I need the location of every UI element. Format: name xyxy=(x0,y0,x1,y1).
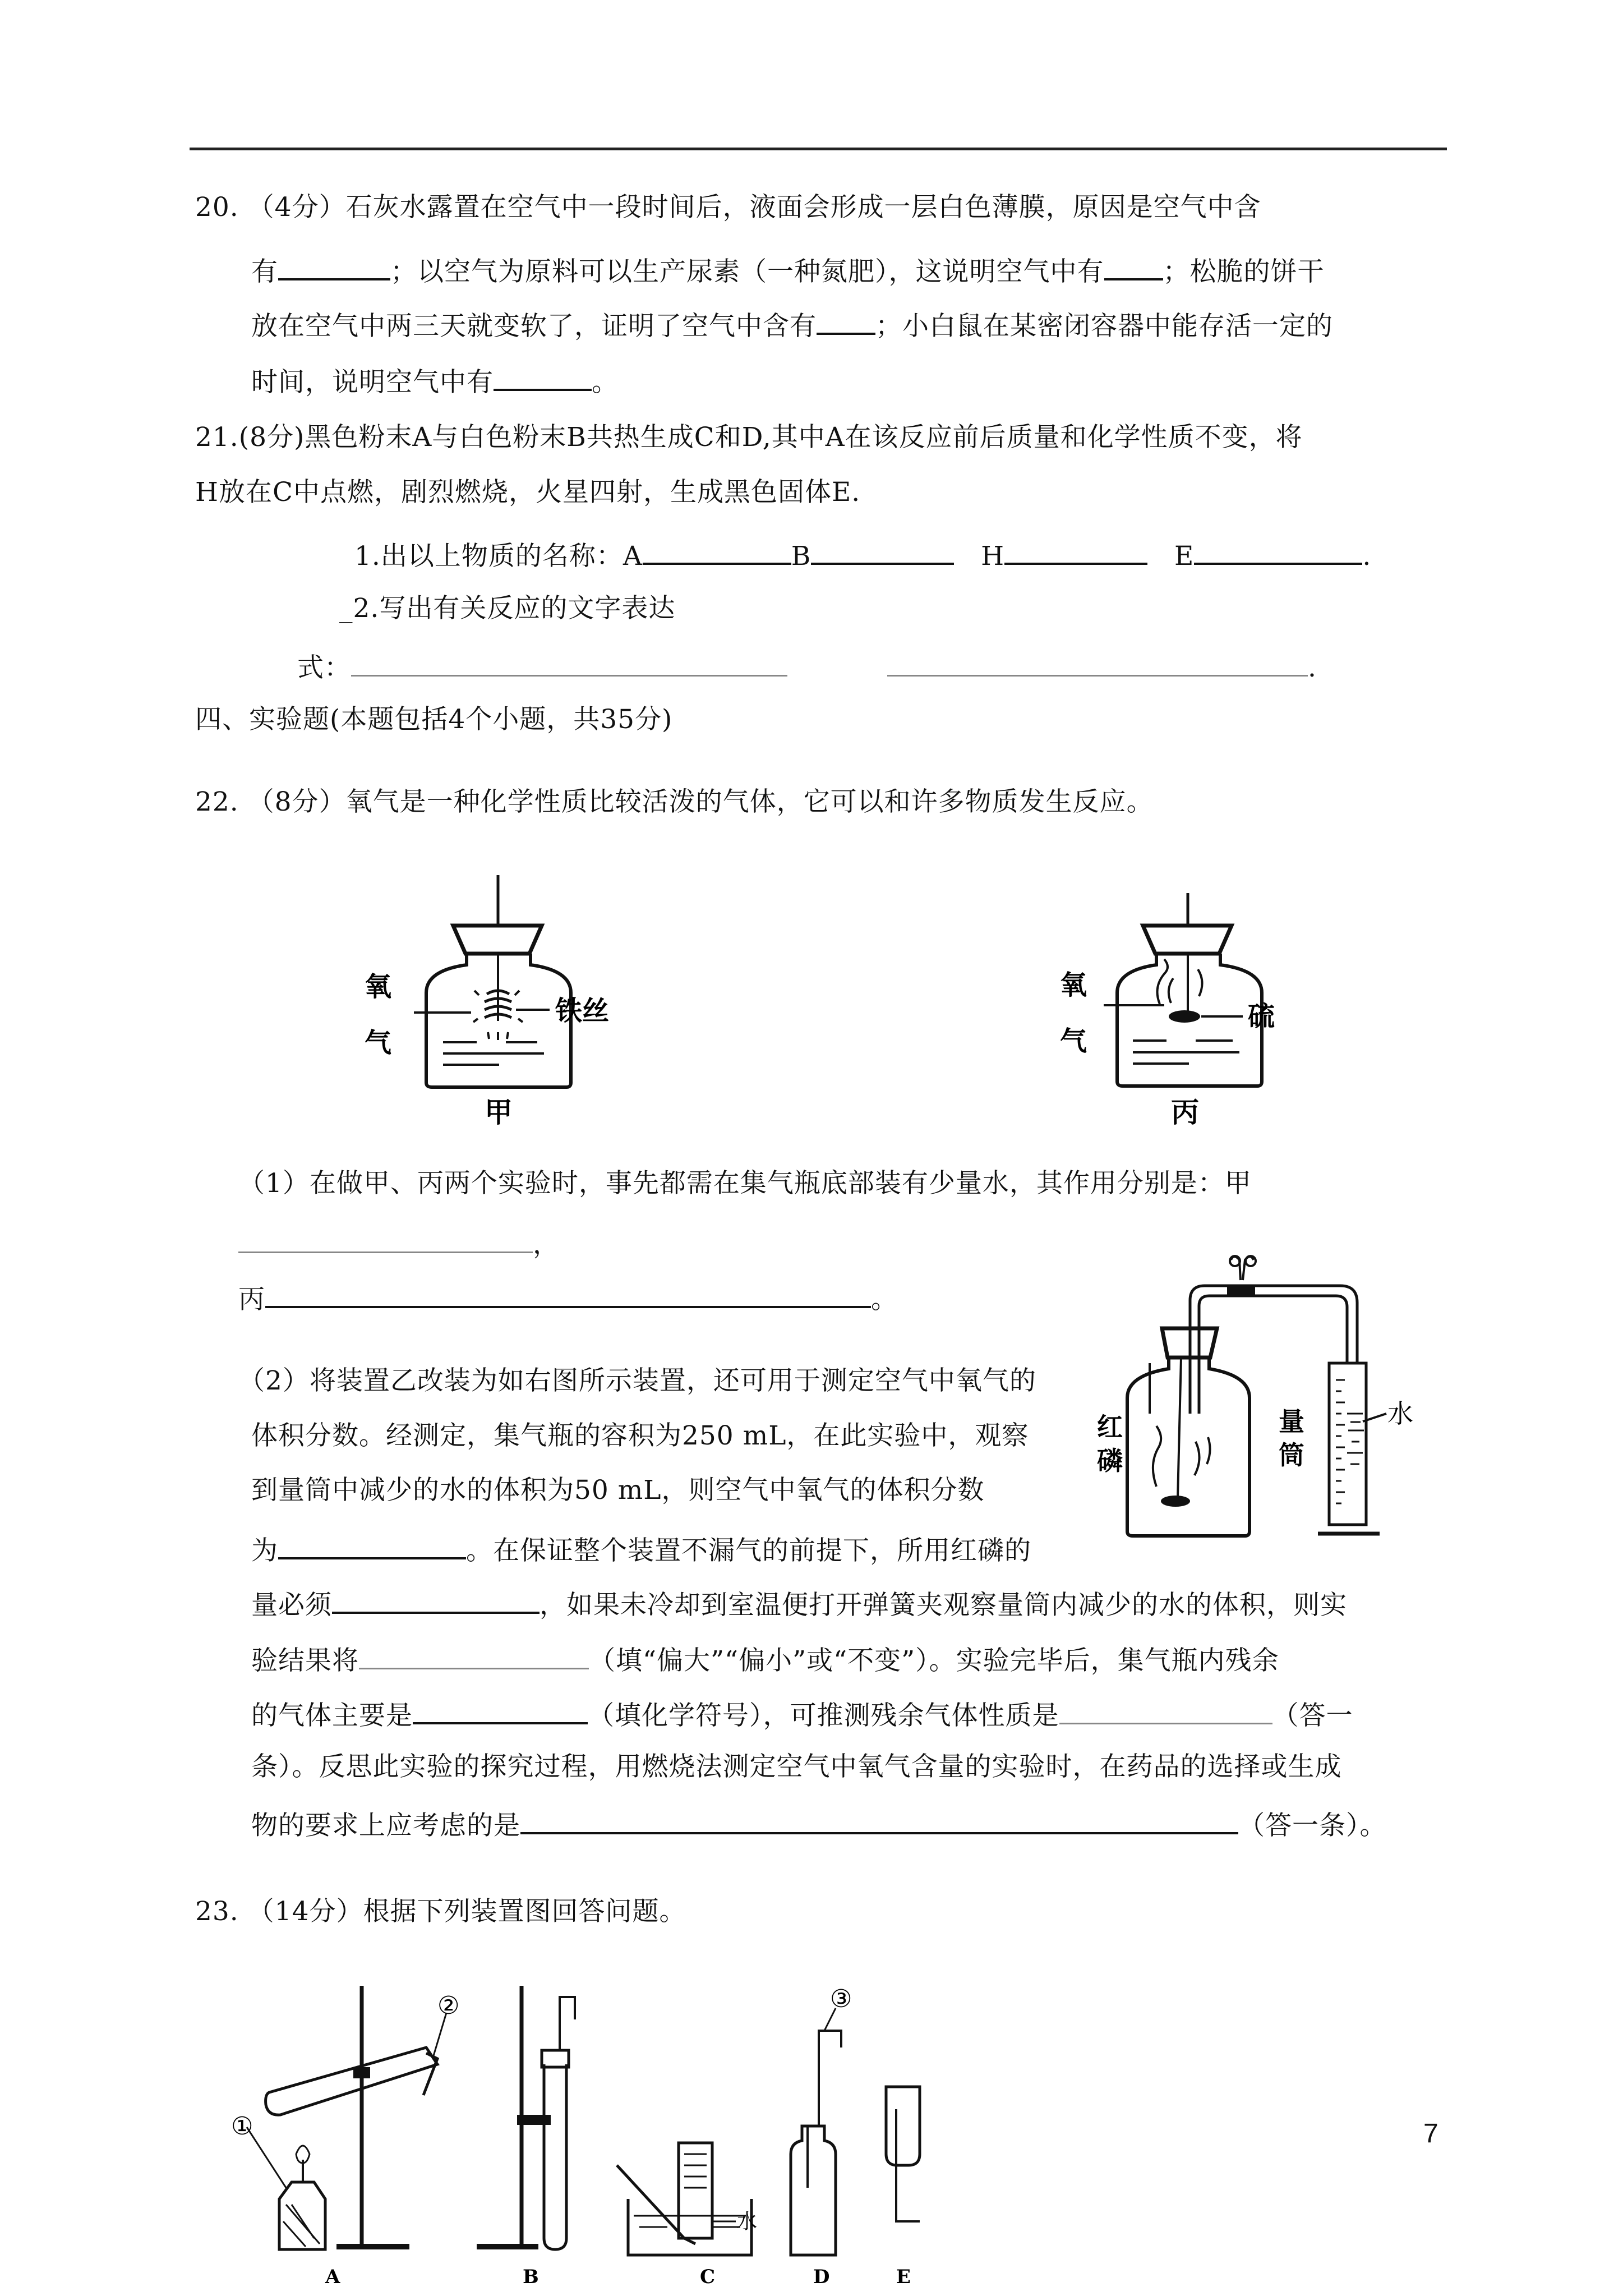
apparatus-b xyxy=(477,1986,575,2249)
page-number: 7 xyxy=(1423,2119,1438,2148)
q22-part2-line-1: （2）将装置乙改装为如右图所示装置，还可用于测定空气中氧气的 xyxy=(238,1365,1036,1396)
figure-bing-gas-top: 氧 xyxy=(1060,969,1087,1001)
q20-blank-3[interactable] xyxy=(817,306,875,335)
q21-line-1: 21.(8分)黑色粉末A与白色粉末B共热生成C和D,其中A在该反应前后质量和化学性质不变，将 xyxy=(195,422,1303,453)
figure-yi xyxy=(1094,1251,1430,1565)
q20-line-3: 放在空气中两三天就变软了，证明了空气中含有 ；小白鼠在某密闭容器中能存活一定的 xyxy=(251,306,1333,343)
q20-line-2: 有 ；以空气为原料可以生产尿素（一种氮肥），这说明空气中有 ；松脆的饼干 xyxy=(251,251,1325,289)
q22-part2-line-8: 条）。反思此实验的探究过程，用燃烧法测定空气中氧气含量的实验时，在药品的选择或生成 xyxy=(251,1751,1342,1782)
figure-jia xyxy=(359,875,628,1133)
figure-bing-gas-bottom: 气 xyxy=(1060,1025,1087,1057)
apparatus-d xyxy=(791,1985,852,2255)
q20-blank-2[interactable] xyxy=(1104,251,1163,280)
apparatus-e xyxy=(886,2087,920,2221)
q20-line-1: 20. （4分）石灰水露置在空气中一段时间后，液面会形成一层白色薄膜，原因是空气中含 xyxy=(195,192,1261,223)
apparatus-label-e: E xyxy=(896,2266,911,2288)
q21-blank-a[interactable] xyxy=(643,536,791,565)
q21-blank-e[interactable] xyxy=(1194,536,1362,565)
figure-yi-cylinder-bottom: 筒 xyxy=(1279,1440,1304,1470)
section-4-heading: 四、实验题(本题包括4个小题，共35分) xyxy=(195,704,673,735)
figure-bing-substance: 硫 xyxy=(1248,1001,1275,1032)
q21-line-3: 1.出以上物质的名称：A B H E . xyxy=(354,536,1371,573)
q20-line-4: 时间，说明空气中有 。 xyxy=(251,362,619,399)
figure-yi-red-bottom: 磷 xyxy=(1097,1446,1123,1476)
q22-blank-amount[interactable] xyxy=(332,1585,540,1614)
q22-blank-volume-fraction[interactable] xyxy=(278,1530,466,1559)
apparatus-marker-1: ① xyxy=(231,2112,253,2141)
q22-part2-line-7: 的气体主要是 （填化学符号），可推测残余气体性质是 （答一 xyxy=(251,1695,1353,1733)
apparatus-label-b: B xyxy=(523,2266,539,2288)
q21-line-2: H放在C中点燃，剧烈燃烧，火星四射，生成黑色固体E. xyxy=(195,477,861,508)
apparatus-a xyxy=(231,1986,459,2249)
q22-blank-consideration[interactable] xyxy=(520,1805,1238,1834)
q21-line-5: 式： . xyxy=(297,648,1317,685)
apparatus-label-d: D xyxy=(813,2266,830,2288)
q22-part2-line-6: 验结果将 （填“偏大”“偏小”或“不变”）。实验完毕后，集气瓶内残余 xyxy=(251,1641,1279,1678)
figure-jia-gas-top: 氧 xyxy=(365,971,392,1002)
figure-jia-caption: 甲 xyxy=(485,1096,513,1129)
q21-line-4: _2.写出有关反应的文字表达 xyxy=(339,593,676,624)
q22-part1-line-3: 丙 。 xyxy=(238,1279,898,1317)
q22-part2-line-3: 到量筒中减少的水的体积为50 mL，则空气中氧气的体积分数 xyxy=(251,1475,985,1506)
figure-jia-substance: 铁丝 xyxy=(555,995,610,1027)
figure-yi-water-label: 水 xyxy=(1387,1398,1413,1429)
apparatus-label-c: C xyxy=(700,2266,716,2288)
figure-yi-cylinder-top: 量 xyxy=(1279,1406,1304,1437)
q21-blank-eq1[interactable] xyxy=(351,648,787,677)
figure-yi-red-top: 红 xyxy=(1097,1412,1123,1442)
q22-blank-gas[interactable] xyxy=(413,1695,588,1724)
q22-part2-line-5: 量必须 ，如果未冷却到室温便打开弹簧夹观察量筒内减少的水的体积，则实 xyxy=(251,1585,1347,1622)
figure-bing xyxy=(1054,875,1324,1133)
figure-jia-gas-bottom: 气 xyxy=(365,1027,392,1059)
apparatus-label-a: A xyxy=(325,2266,340,2288)
apparatus-c-water: 水 xyxy=(737,2210,758,2233)
q22-part2-line-2: 体积分数。经测定，集气瓶的容积为250 mL，在此实验中，观察 xyxy=(251,1420,1029,1451)
figure-apparatus-a-to-e xyxy=(224,1975,1066,2289)
q20-blank-1[interactable] xyxy=(278,251,390,280)
q21-blank-b[interactable] xyxy=(811,536,954,565)
q22-blank-bing[interactable] xyxy=(265,1279,871,1308)
q22-part2-line-4: 为 。在保证整个装置不漏气的前提下，所用红磷的 xyxy=(251,1530,1031,1568)
q22-part1-line-1: （1）在做甲、丙两个实验时，事先都需在集气瓶底部装有少量水，其作用分别是：甲 xyxy=(238,1168,1252,1199)
q22-blank-result[interactable] xyxy=(359,1641,589,1669)
q22-part1-line-2: ， xyxy=(238,1225,560,1262)
q20-blank-4[interactable] xyxy=(494,362,592,391)
apparatus-c xyxy=(617,2143,757,2255)
apparatus-marker-2: ② xyxy=(437,1991,460,2020)
q23-intro: 23. （14分）根据下列装置图回答问题。 xyxy=(195,1896,686,1927)
apparatus-marker-3: ③ xyxy=(830,1985,852,2013)
q22-intro: 22. （8分）氧气是一种化学性质比较活泼的气体，它可以和许多物质发生反应。 xyxy=(195,786,1154,817)
q21-blank-h[interactable] xyxy=(1004,536,1147,565)
figure-bing-caption: 丙 xyxy=(1171,1096,1199,1129)
q22-part2-line-9: 物的要求上应考虑的是 （答一条）。 xyxy=(251,1805,1387,1843)
q21-blank-eq2[interactable] xyxy=(887,648,1308,677)
q22-blank-property[interactable] xyxy=(1059,1696,1272,1724)
q22-blank-jia[interactable] xyxy=(238,1225,533,1253)
header-rule xyxy=(190,148,1447,150)
